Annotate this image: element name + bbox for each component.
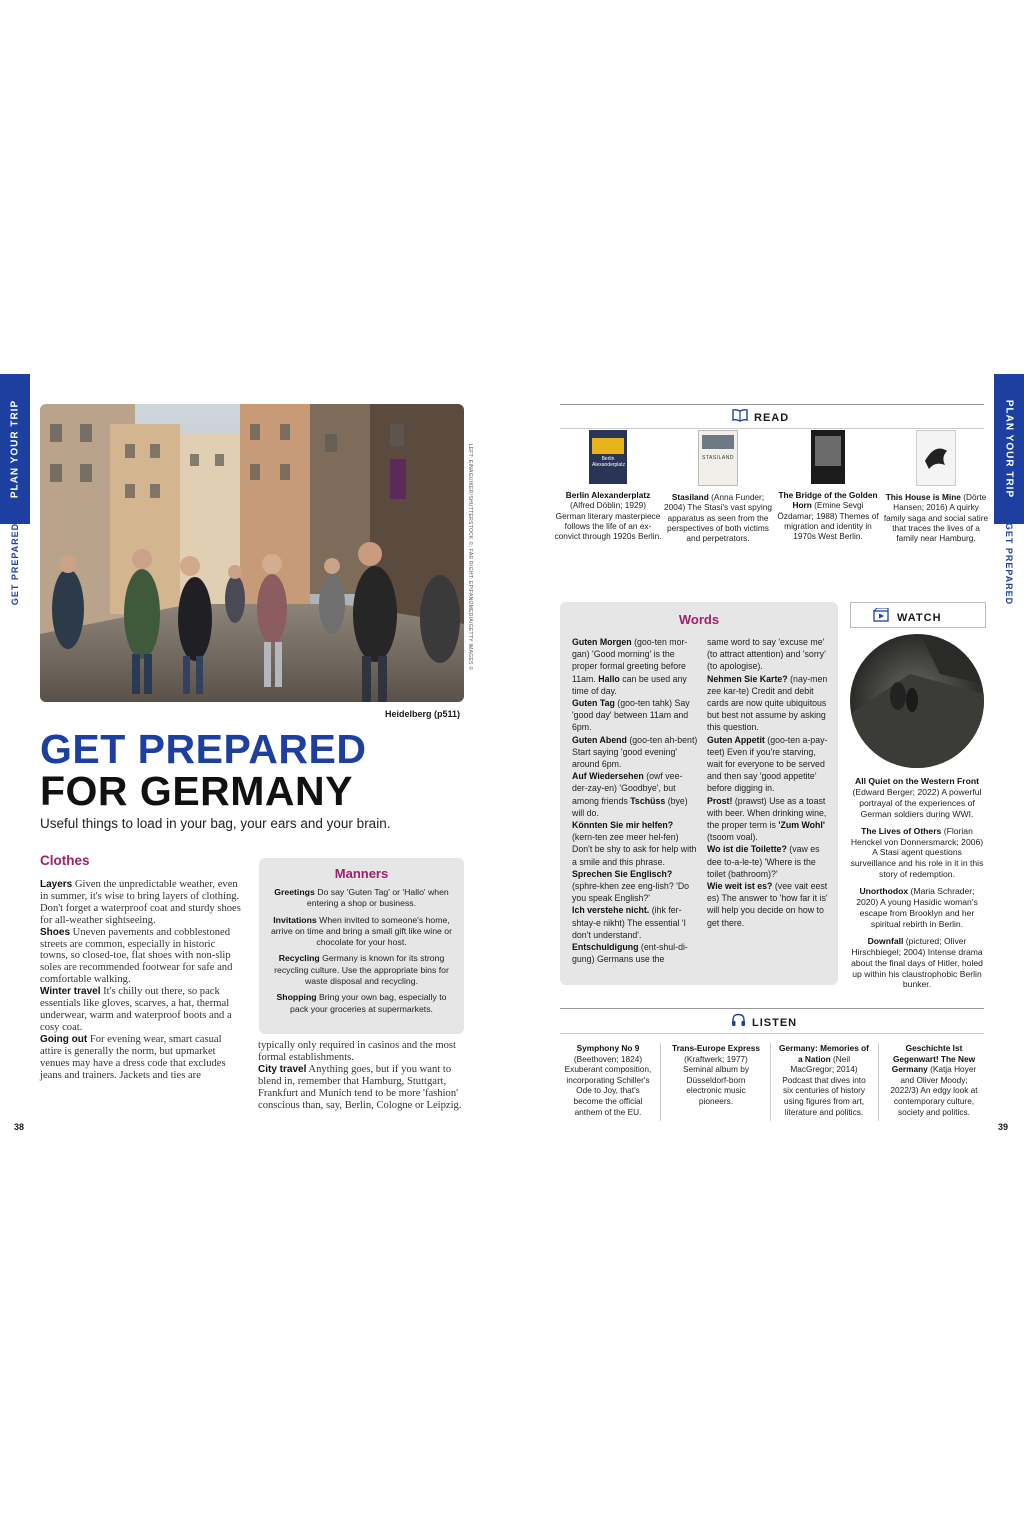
book-cover xyxy=(811,430,845,484)
listen-item: Trans-Europe Express (Kraftwerk; 1977) Seminal album by Düsseldorf-born electronic music pioneers. xyxy=(671,1043,761,1106)
film-item: Unorthodox (Maria Schrader; 2020) A young Hasidic woman's escape from Brooklyn and her spiritual rebirth in Berlin. xyxy=(856,886,978,929)
film-item: All Quiet on the Western Front (Edward Berger; 2022) A powerful portrayal of the experiences of German soldiers during WWI. xyxy=(852,776,982,819)
listen-item: Symphony No 9 (Beethoven; 1824) Exuberant composition, incorporating Schiller's Ode to Joy, that's become the official anthem of the EU. xyxy=(564,1043,652,1117)
left-section-tab xyxy=(0,374,30,604)
clothes-heading: Clothes xyxy=(40,853,90,868)
listen-divider xyxy=(770,1043,771,1121)
manners-heading: Manners xyxy=(334,866,389,881)
book-cover: Berlin Alexanderplatz xyxy=(589,430,627,484)
photo-credit: LEFT: EINAGUIKER/SHUTTERSTOCK ©; FAR RIGHT: EPIFANOMEDIA/GETTY IMAGES © xyxy=(467,443,473,671)
book-cover xyxy=(916,430,956,486)
clothes-item: Winter travel It's chilly out there, so pack essentials like gloves, scarves, a hat, thermal underwear, warm and waterproof boots and a cosy coat. xyxy=(40,986,232,1033)
book-item: This House is Mine (Dörte Hansen; 2016) A quirky family saga and social satire that traces the lives of a family near Hamburg. xyxy=(882,430,990,543)
book-icon xyxy=(732,408,748,427)
clothes-item: Shoes Uneven pavements and cobblestoned streets are common, especially in historic towns, so closed-toe, flat shoes with non-slip soles are recommended footwear for safe and comfortable walking. xyxy=(40,926,233,986)
words-column-1: Guten Morgen (goo-ten mor-gan) 'Good morning' is the proper formal greeting before 11am. Hallo can be used any time of day. Guten Tag (goo-ten tahk) Say 'good day' between 11am and 6pm. Guten Abend (goo-ten ah-bent) Start saying 'good evening' around 6pm. Auf Wiedersehen (owf vee-der-zay-en) 'Goodbye', but among friends Tschüss (byе) will do. Könnten Sie mir helfen? (kern-ten zee meer hel-fen) Don't be shy to ask for help with a smile and this phrase. Sprechen Sie Englisch? (sphre-khen zee eng-lish? 'Do you speak English?' Ich verstehe nicht. (ihk fer-shtay-e nikht) The essential 'I don't understand'. Entschuldigung (ent-shul-di-gung) Germans use the xyxy=(572,637,698,965)
listen-label: LISTEN xyxy=(731,1013,797,1032)
page-title-line2: FOR GERMANY xyxy=(40,768,353,814)
clothes-column-2 xyxy=(258,1040,464,1111)
book-item: Berlin Alexanderplatz Berlin Alexanderplatz (Alfred Döblin; 1929) German literary masterpiece follows the life of an ex-convict through 1920s Berlin. xyxy=(554,430,662,541)
read-label: READ xyxy=(732,408,789,427)
listen-divider xyxy=(660,1043,661,1121)
manners-item: Invitations When invited to someone's home, arrive on time and bring a small gift like wine or chocolate for your host. xyxy=(270,914,453,948)
manners-item: Greetings Do say 'Guten Tag' or 'Hallo' when entering a shop or business. xyxy=(274,887,449,909)
right-section-tab xyxy=(994,374,1024,604)
manners-box xyxy=(259,858,464,1034)
words-heading: Words xyxy=(678,612,720,627)
listen-item: Geschichte Ist Gegenwart! The New Germany (Katja Hoyer and Oliver Moody; 2022/3) An edgy look at contemporary culture, society and politics. xyxy=(890,1043,978,1117)
right-tab-chapter: GET PREPARED xyxy=(1004,522,1014,606)
downfall-still-image xyxy=(850,634,984,768)
listen-divider xyxy=(878,1043,879,1121)
right-tab-section: PLAN YOUR TRIP xyxy=(1003,399,1015,499)
book-item: STASILAND Stasiland (Anna Funder; 2004) The Stasi's vast spying apparatus as seen from the perspectives of both victims and perpetrators. xyxy=(664,430,772,543)
film-item: Downfall (pictured; Oliver Hirschbiegel; 2004) Intense drama about the final days of Hitler, holed up within his claustrophobic Berlin bunker. xyxy=(851,935,983,990)
manners-item: Shopping Bring your own bag, especially to pack your groceries at supermarkets. xyxy=(276,992,447,1014)
page-subtitle: Useful things to load in your bag, your ears and your brain. xyxy=(40,816,391,831)
left-tab-section: PLAN YOUR TRIP xyxy=(9,399,21,499)
listen-rule xyxy=(560,1008,984,1009)
page-title-line1: GET PREPARED xyxy=(40,726,367,772)
watch-label-box: WATCH xyxy=(850,602,986,628)
listen-rule-bottom xyxy=(560,1033,984,1034)
clothes-continued: typically only required in casinos and the most formal establishments. xyxy=(258,1040,457,1063)
book-cover: STASILAND xyxy=(698,430,738,486)
clothes-item: Layers Given the unpredictable weather, even in summer, it's wise to bring layers of clothing. Don't forget a waterproof coat and sturdy shoes for all-weather sightseeing. xyxy=(40,879,241,926)
page-number-left: 38 xyxy=(14,1122,25,1132)
photo-caption: Heidelberg (p511) xyxy=(384,709,460,719)
film-list xyxy=(850,776,984,996)
book-item: The Bridge of the Golden Horn (Emine Sevgi Özdamar; 1988) Themes of migration and identity in 1970s West Berlin. xyxy=(774,430,882,541)
headphones-icon xyxy=(731,1013,746,1032)
clothes-column-1 xyxy=(40,879,245,1081)
heidelberg-street-photo xyxy=(40,404,464,702)
film-item: The Lives of Others (Florian Henckel von Donnersmarck; 2006) A Stasi agent questions surveillance and his role in it in this story of redemption. xyxy=(850,825,984,880)
read-rule xyxy=(560,404,984,405)
film-icon xyxy=(873,608,889,627)
left-tab-chapter: GET PREPARED xyxy=(10,522,20,606)
listen-item: Germany: Memories of a Nation (Neil MacGregor; 2014) Podcast that dives into six centuries of history using figures from art, literature and politics. xyxy=(779,1043,869,1117)
page-number-right: 39 xyxy=(998,1122,1009,1132)
read-rule-bottom xyxy=(560,428,984,429)
words-column-2: same word to say 'excuse me' (to attract attention) and 'sorry' (to apologise). Nehmen Sie Karte? (nay-men zee kar-te) Credit and debit cards are now quite ubiquitous but best not assume by asking this question. Guten Appetit (goo-ten a-pay-teet) Even if you're starving, wait for everyone to be served and then say 'good appetite' before digging in. Prost! (prawst) Use as a toast with beer. When drinking wine, the proper term is 'Zum Wohl' (tsoom voal). Wo ist die Toilette? (vaw es dee to-a-le-te) 'Where is the toilet (bathroom)?' Wie weit ist es? (vee vait eest es) The answer to 'how far it is' will help you decide on how to get there. xyxy=(707,637,828,928)
words-box xyxy=(560,602,838,985)
manners-item: Recycling Germany is known for its strong recycling culture. Use the appropriate bins for waste disposal and recycling. xyxy=(274,953,449,987)
clothes-item: City travel Anything goes, but if you want to blend in, remember that Hamburg, Stuttgart, Frankfurt and Munich tend to be more 'fashion' conscious than, say, Berlin, Cologne or Leipzig. xyxy=(258,1063,462,1111)
clothes-item: Going out For evening wear, smart casual attire is generally the norm, but upmarket venues may have a dress code that excludes jeans and trainers. Jackets and ties are xyxy=(40,1033,226,1081)
